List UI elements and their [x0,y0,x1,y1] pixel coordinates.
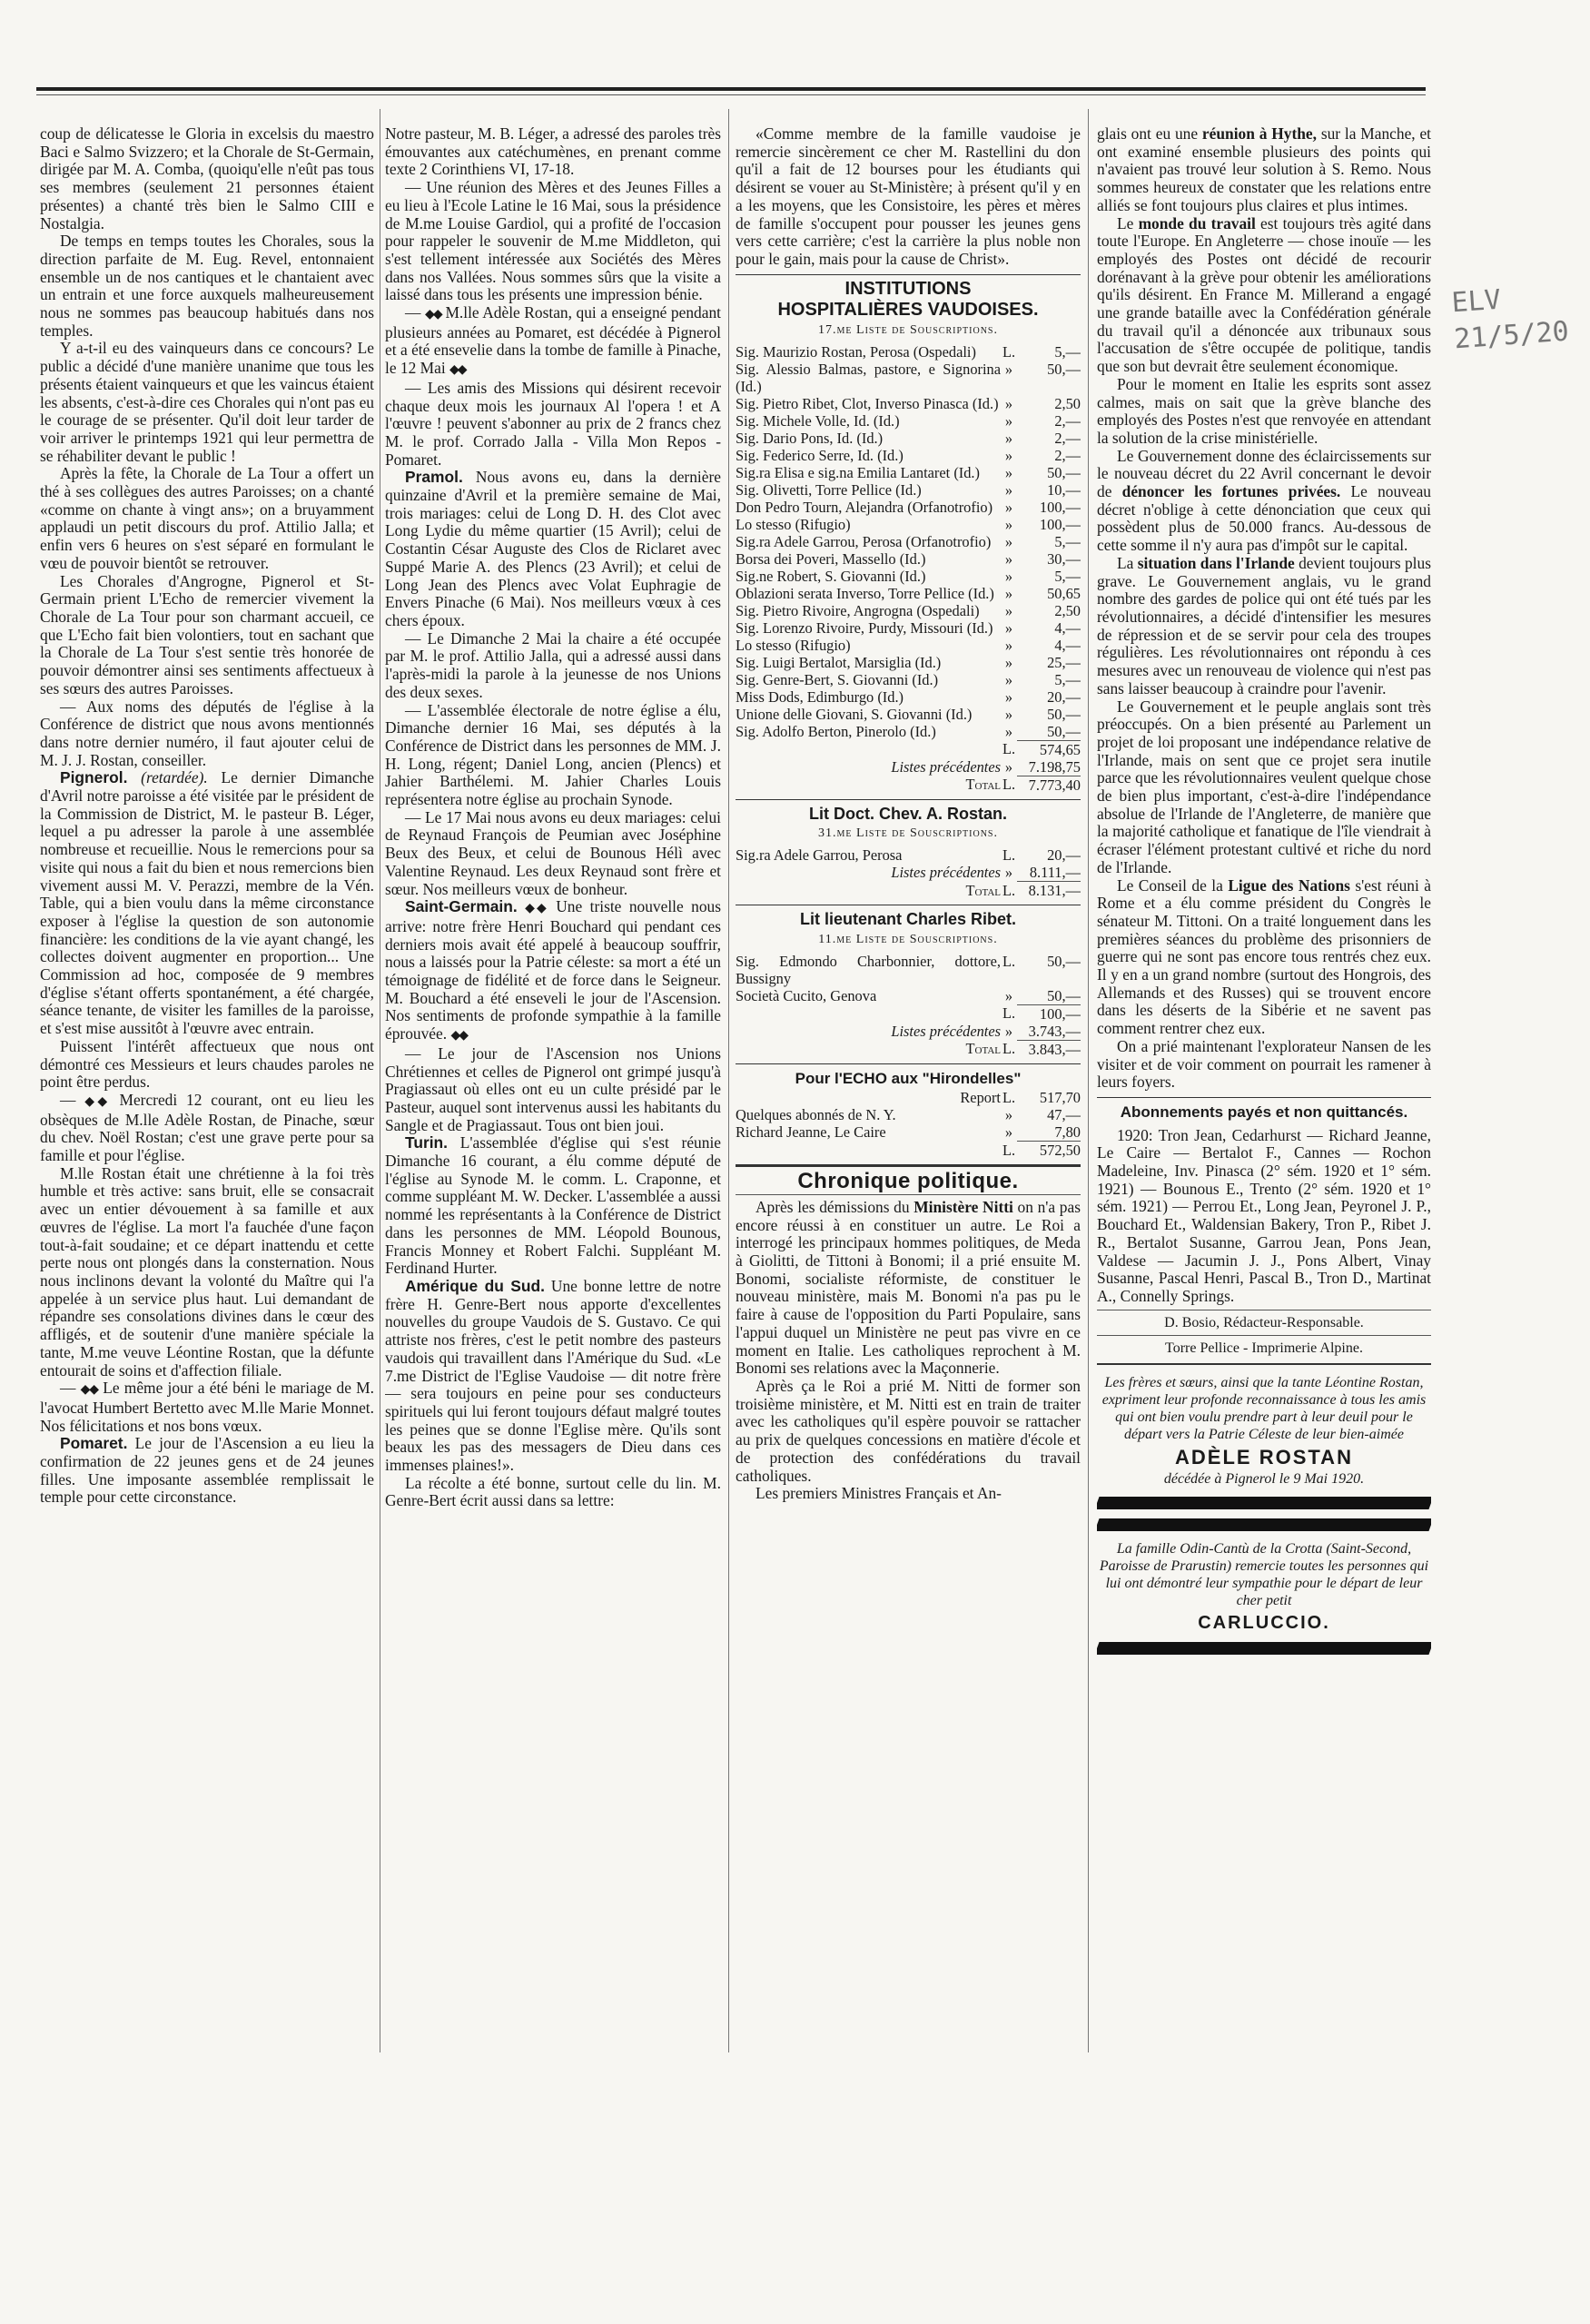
donor-name: Sig.ra Adele Garrou, Perosa [736,846,903,865]
donor-name: Sig. Pietro Rivoire, Angrogna (Ospedali) [736,601,980,619]
amount: 50,65 [1047,584,1081,602]
donor-name: Società Cucito, Genova [736,986,877,1004]
previous-lists-value: 3.743,— [1028,1022,1081,1040]
paragraph: — Le Dimanche 2 Mai la chaire a été occupée par M. le prof. Attilio Jalla, qui a adressé aussi dans l'après-midi la parole à la jeunesse de nos Unions des deux sexes. [385,628,721,701]
subscription-row [736,395,1081,412]
amount: 7,80 [1054,1123,1081,1142]
paragraph: Le Gouvernement donne des éclaircissements sur le nouveau décret du 22 Avril concernant le devoir de dénoncer les fortunes privées. Le nouveau décret n'oblige à cette dénonciation que ceux qui possèdent plus de 50.000 francs. Au-dessous de cette somme il n'y aura pas d'impôt sur le capital. [1097,446,1431,555]
paragraph: Les Chorales d'Angrogne, Pignerol et St-Germain prient L'Echo de remercier vivement la Chorale de La Tour pour son charmant accueil, ce que L'Echo fait bien volontiers, tout en sachant que la Chorale de La Tour s'est sentie très honorée de pouvoir démontrer ainsi ses sentiments affectueux à ses sœurs des autres Paroisses. [40,571,374,697]
amount: 4,— [1054,618,1081,637]
paragraph: Le Gouvernement et le peuple anglais sont très préoccupés. On a bien présenté au Parlement un projet de loi proposant une indépendance relative de l'Irlande, mais on sent que ce projet sera inutile parce que les révolutionnaires veulent quelque chose de bien plus important, c'est-à-dire l'indépendance absolue de l'Irlande de l'Angleterre, de manière que la majorité catholique et fanatique de l'île viendrait à écraser l'élément protestant cultivé et riche du nord de l'Irlande. [1097,697,1431,876]
section-heading-abonnements: Abonnements payés et non quittancés. [1120,1103,1408,1121]
thanks-notice: La famille Odin-Cantù de la Crotta (Saint-Second, Paroisse de Prarustin) remercie toutes les personnes qui lui ont démontré leur sympathie pour le départ de leur cher petit [1099,1540,1429,1608]
currency-mark: » [1004,705,1013,723]
bold-phrase: dénoncer les fortunes privées. [1121,482,1341,501]
paragraph: Après ça le Roi a prié M. Nitti de former son troisième ministère, et M. Nitti est en train de traiter avec les catholiques qu'il espère pouvoir se rattacher au prix de quelques concessions en matière d'école et de protection des confédérations du travail catholiques. [736,1376,1081,1485]
paragraph: Y a-t-il eu des vainqueurs dans ce concours? Le public a décidé d'une manière unanime que tous les présents étaient vainqueurs et que les vaincus étaient les absents, c'est-à-dire ces Chorales qui n'ont pas eu le courage de se présenter. Qu'il doit leur tarder de voir arriver le printemps 1921 qui leur permettra de se réhabiliter devant le public ! [40,339,374,465]
amount: 517,70 [1039,1089,1081,1107]
subscription-row [736,361,1081,395]
amount: 2,— [1054,429,1081,447]
amount: 5,— [1054,670,1081,688]
amount: 2,50 [1054,601,1081,619]
paragraph: La récolte a été bonne, surtout celle du lin. M. Genre-Bert écrit aussi dans sa lettre: [385,1473,721,1510]
section-heading-turin: Turin. [405,1133,449,1152]
currency-mark: L. [1002,952,1016,970]
currency-mark: » [1004,653,1013,671]
bold-phrase: Ligue des Nations [1228,875,1350,895]
donor-name: Unione delle Giovani, S. Giovanni (Id.) [736,705,973,723]
handwritten-marginal-note: ELV 21/5/20 [1450,283,1570,356]
paragraph: Notre pasteur, M. B. Léger, a adressé des paroles très émouvantes aux catéchumènes, en prenant comme texte 2 Corinthiens VI, 17-18. [385,125,721,179]
donor-name [736,1089,947,1106]
paragraph: — Les amis des Missions qui désirent recevoir chaque deux mois les journaux Al l'opera ! et A l'œuvre ! peuvent s'abonner au prix de 2 francs chez M. le prof. Corrado Jalla - Villa Mon Repos - Pomaret. [385,378,721,469]
double-diamond-icon: ◆◆ [525,902,548,916]
total-value: 572,50 [1017,1142,1081,1160]
printer-line: Torre Pellice - Imprimerie Alpine. [1165,1340,1363,1357]
bold-phrase: situation dans l'Irlande [1137,553,1295,572]
paragraph [385,1278,721,1475]
section-rule [1097,1335,1431,1336]
currency-mark: » [1004,549,1013,568]
previous-lists-label: Listes précédentes [891,864,1001,882]
row-label [947,1123,1001,1142]
section-rule [1097,1097,1431,1098]
paragraph: Après les démissions du Ministère Nitti on n'a pas encore réussi à en constituer un autre. Le Roi a interrogé les principaux hommes politiques, de Meda à Giolitti, de Tittoni à Bonomi; il a prié ensuite M. Bonomi, socialiste réformiste, de constituer le nouveau ministère, mais M. Bonomi n'a pas pu le faire à cause de l'opposition du Parti Populaire, sans l'appui duquel un Ministère ne peut pas vivre en ce moment en Italie. Les catholiques reprochent à M. Bonomi ses relations avec la Maçonnerie. [736,1197,1081,1378]
previous-lists-value: 7.198,75 [1028,757,1081,776]
section-heading-pramol: Pramol. [405,468,463,487]
currency-mark: » [1004,429,1013,447]
bold-phrase: monde du travail [1138,213,1256,232]
section-heading-pignerol: Pignerol. [60,768,128,787]
subscription-table: Sig.ra Adele Garrou, Perosa L. 20,— Listes précédentes » 8.111,— Total L. 8.131,— [736,846,1081,900]
subscription-row [736,550,1081,568]
currency-mark: L. [1002,846,1016,865]
total-value: 8.131,— [1017,882,1081,900]
subscription-row [736,671,1081,688]
currency-mark: » [1004,515,1013,533]
subscription-table: Sig. Maurizio Rostan, Perosa (Ospedali) L. 5,— Sig. Alessio Balmas, pastore, e Signorina (Id.) » 50,— Sig. Pietro Ribet, Clot, Inverso Pinasca (Id.) » 2,50 Sig. Michele Volle, Id. (Id.) » 2,— Sig. Dario Pons, Id. (Id.) » 2,— Sig. Federico Serre, Id. (Id.) » 2,— Sig.ra Elisa e sig.na Emilia Lantaret (Id.) » 50,— Sig. Olivetti, Torre Pellice (Id.) » 10,— Don Pedro Tourn, Alejandra (Orfanotrofio) » 100,— Lo stesso (Rifugio) » 100,— Sig.ra Adele Garrou, Perosa (Orfanotrofio) » 5,— Borsa dei Poveri, Massello (Id.) » 30,— Sig.ne Robert, S. Giovanni (Id.) » 5,— Oblazioni serata Inverso, Torre Pellice (Id.) » 50,65 Sig. Pietro Rivoire, Angrogna (Ospedali) » 2,50 Sig. Lorenzo Rivoire, Purdy, Missouri (Id.) » 4,— Lo stesso (Rifugio) » 4,— Sig. Luigi Bertalot, Marsiglia (Id.) » 25,— Sig. Genre-Bert, S. Giovanni (Id.) » 5,— Miss Dods, Edimburgo (Id.) » 20,— Unione delle Giovani, S. Giovanni (Id.) » 50,— Sig. Adolfo Berton, Pinerolo (Id.) » 50,— L. 574,65 Listes précédentes » 7.198,75 Total L. 7.773,40 [736,342,1081,794]
subscription-row [736,516,1081,533]
total-value: 3.843,— [1017,1040,1081,1058]
column-divider [1088,109,1089,2052]
double-diamond-icon: ◆◆ [424,308,441,322]
donor-name: Sig.ra Elisa e sig.na Emilia Lantaret (Id.) [736,463,980,481]
subscription-row [736,447,1081,464]
row-label: Report [960,1089,1001,1107]
subscription-row [736,619,1081,637]
currency-mark: » [1004,636,1013,654]
paragraph-text: Nous avons eu, dans la dernière quinzaine d'Avril et la première semaine de Mai, trois mariages: celui de Long D. H. des Clot avec Long Lydie du même quartier (15 Avril); celui de Costantin César Auguste des Clos de Riclaret avec Suppé Marie A. des Plencs (23 Avril); et celui de Long Jean des Plencs avec Volat Euphragie de Envers Pinache (6 Mai). Nos meilleurs vœux à ces chers époux. [385,468,721,629]
currency-mark: » [1004,446,1013,464]
currency-mark: » [1004,360,1013,378]
amount: 100,— [1039,498,1081,516]
subscription-row [736,1123,1081,1142]
paragraph: — ◆◆ Mercredi 12 courant, ont eu lieu les obsèques de M.lle Adèle Rostan, de Pinache, sœur du chev. Noël Rostan; c'est une grave perte pour sa famille et pour l'église. [40,1090,374,1165]
amount: 5,— [1054,532,1081,550]
total-label: Total [965,881,1001,899]
donor-name: Lo stesso (Rifugio) [736,636,851,654]
amount: 47,— [1047,1106,1081,1124]
total-value: 7.773,40 [1017,776,1081,794]
section-rule [736,274,1081,275]
paragraph-text: Le dernier Dimanche d'Avril notre paroisse a été visitée par le président de la Commission de District, M. le pasteur B. Léger, lequel a pu adresser la parole à une assemblée nombreuse et recueillie. Nous le remercions pour sa visite qui nous a fait du bien et nous remercions bien vivement aussi M. V. Perazzi, membre de la Vén. Table, qui a bien voulu dans la même circonstance exposer à l'église la question de son autonomie financière: les conditions de la vie ayant changé, les collectes doivent augmenter en proportion... Une Commission ad hoc, composée de 9 membres d'église s'étant offerts spontanément, a été chargée, séance tenante, de visiter les familles de la paroisse, et s'est mise aussitôt à l'œuvre avec entrain. [40,768,374,1038]
donor-name: Sig. Federico Serre, Id. (Id.) [736,446,904,464]
decorative-bar [1097,1497,1431,1509]
donor-name: Sig. Adolfo Berton, Pinerolo (Id.) [736,722,936,740]
paragraph-text: Une triste nouvelle nous arrive: notre frère Henri Bouchard qui pendant ces derniers mois avait été appelé à beaucoup souffrir, nous a laissés pour la Patrie céleste: sa mort a été un témoignage de fidélité et de force dans le Seigneur. M. Bouchard a été enseveli le jour de l'Ascension. Nos sentiments de profonde sympathie à la famille éprouvée. [385,897,721,1043]
subscription-row [736,846,1081,864]
donor-name: Sig. Dario Pons, Id. (Id.) [736,429,884,447]
subscription-row [736,953,1081,987]
previous-lists-value: 8.111,— [1029,864,1081,882]
obituary-date: décédée à Pignerol le 9 Mai 1920. [1163,1470,1365,1487]
paragraph: Après la fête, la Chorale de La Tour a offert un thé à ses collègues des autres Paroisses; on a chanté «comme on chante à vingt ans»; on a bruyamment applaudi un petit discours du prof. Attilio Jalla; et enfin vers 6 heures on s'est séparé en formulant le vœu de pouvoir bientôt se retrouver. [40,464,374,572]
donor-name: Sig. Maurizio Rostan, Perosa (Ospedali) [736,342,976,361]
paragraph: glais ont eu une réunion à Hythe, sur la Manche, et ont examiné ensemble plusieurs des points qui n'avaient pas trouvé leur solution à S. Remo. Nous sommes heureux de constater que les relations entre alliés se font toujours plus claires et plus intimes. [1097,125,1431,214]
total-label: Total [965,776,1001,794]
currency-mark: » [1004,584,1013,602]
bold-phrase: Ministère Nitti [914,1197,1013,1216]
currency-mark: » [1004,618,1013,637]
donor-name: Borsa dei Poveri, Massello (Id.) [736,549,926,568]
amount: 2,— [1054,411,1081,430]
currency-mark: » [1004,687,1013,706]
currency-mark: » [1004,986,1013,1004]
double-diamond-icon: ◆◆ [450,1029,467,1043]
section-heading-chronique-politique: Chronique politique. [797,1169,1019,1194]
amount: 5,— [1054,342,1081,361]
paragraph: La situation dans l'Irlande devient toujours plus grave. Le Gouvernement anglais, vu le grand nombre des gardes de police qui ont été tués par les révolutionnaires, a décidé d'intensifier les mesures de répression et de se servir pour cela des troupes régulières. Les révolutionnaires ont répondu à ces mesures avec un renouveau de violence qui n'est pas sans laisser beaucoup à craindre pour l'avenir. [1097,553,1431,697]
currency-mark: » [1004,1123,1013,1142]
currency-mark: » [1004,1106,1013,1124]
section-heading-hospitalieres: HOSPITALIÈRES VAUDOISES. [777,300,1039,321]
currency-mark: » [1004,463,1013,481]
section-heading-echo-hirondelles: Pour l'ECHO aux "Hirondelles" [795,1069,1022,1087]
subscription-table: Sig. Edmondo Charbonnier, dottore, Bussigny L. 50,— Società Cucito, Genova » 50,— L. 100,— Listes précédentes » 3.743,— Total L. 3.843,— [736,952,1081,1058]
section-heading-lit-rostan: Lit Doct. Chev. A. Rostan. [808,804,1007,823]
amount: 50,— [1047,360,1081,378]
amount: 20,— [1047,687,1081,706]
amount: 30,— [1047,549,1081,568]
editor-line: D. Bosio, Rédacteur-Responsable. [1164,1314,1364,1330]
section-heading-lit-ribet: Lit lieutenant Charles Ribet. [799,910,1017,929]
paragraph-text: M.lle Adèle Rostan, qui a enseigné pendant plusieurs années au Pomaret, est décédée à Pignerol et a été ensevelie dans la tombe de famille à Pinache, le 12 Mai [385,303,721,378]
subscription-row [736,533,1081,550]
amount: 50,— [1047,463,1081,481]
subtotal-value: 574,65 [1017,740,1081,758]
donor-name: Sig. Michele Volle, Id. (Id.) [736,411,900,430]
donor-name: Sig.ra Adele Garrou, Perosa (Orfanotrofio) [736,532,992,550]
currency-mark: » [1004,670,1013,688]
donor-name: Sig. Lorenzo Rivoire, Purdy, Missouri (Id.) [736,618,993,637]
currency-mark: » [1004,498,1013,516]
obituary-notice: Les frères et sœurs, ainsi que la tante Léontine Rostan, expriment leur profonde reconnaissance à tous les amis qui ont bien voulu prendre part à leur deuil pour le départ vers la Patrie Céleste de leur bien-aimée [1101,1375,1427,1443]
amount: 50,— [1047,952,1081,970]
subscription-row [736,602,1081,619]
subscription-row [736,987,1081,1005]
column-1 [40,125,374,2032]
donor-name: Quelques abonnés de N. Y. [736,1106,896,1124]
paragraph: Puissent l'intérêt affectueux que nous ont démontré ces Messieurs et leurs chaudes paroles ne point être perdus. [40,1036,374,1092]
currency-mark: L. [1002,342,1016,361]
subscription-row [736,481,1081,499]
column-2 [385,125,721,2042]
section-heading-saint-germain: Saint-Germain. [405,897,518,916]
previous-lists-label: Listes précédentes [891,757,1001,776]
list-subtitle: 11.me Liste de Souscriptions. [818,932,998,946]
donor-name: Richard Jeanne, Le Caire [736,1123,886,1142]
column-3 [736,125,1081,2069]
thanks-name: CARLUCCIO. [1198,1612,1330,1633]
decorative-bar [1097,1518,1431,1531]
amount: 50,— [1047,705,1081,723]
paragraph: — ◆◆ M.lle Adèle Rostan, qui a enseigné pendant plusieurs années au Pomaret, est décédée à Pignerol et a été ensevelie dans la tombe de famille à Pinache, le 12 Mai ◆◆ [385,303,721,378]
paragraph-text: L'assemblée d'église qui s'est réunie Dimanche 16 courant, a élu comme député de l'église au Synode M. le comm. L. Craponne, et comme suppléant M. W. Decker. L'assemblée a aussi nommé les représentants à la Conférence de District dans les personnes de MM. Léopold Bounous, Francis Monney et Robert Falchi. Suppléant M. Ferdinand Hurter. [385,1133,721,1278]
amount: 10,— [1047,480,1081,499]
subscription-row [736,585,1081,602]
section-rule [736,1063,1081,1064]
paragraph: — L'assemblée électorale de notre église a élu, Dimanche dernier 16 Mai, ses députés à la Conférence de District dans les personnes de MM. J. H. Long, régent; Daniel Long, ancien (Plencs) et Jahier Barthélemi. M. Jahier Charles Louis représentera notre église au prochain Synode. [385,700,721,809]
section-heading-pomaret: Pomaret. [60,1434,128,1453]
paragraph [40,769,374,1038]
top-rule [36,87,1426,91]
amount: 100,— [1039,515,1081,533]
amount: 2,50 [1054,394,1081,412]
donor-name: Lo stesso (Rifugio) [736,515,851,533]
double-diamond-icon: ◆◆ [80,1383,98,1398]
currency-mark: » [1004,532,1013,550]
subscription-row [736,343,1081,361]
previous-lists-label: Listes précédentes [891,1022,1001,1040]
section-rule [736,1164,1081,1167]
currency-mark: » [1004,567,1013,585]
paragraph [40,1435,374,1507]
currency-mark: » [1004,601,1013,619]
subscription-row [736,430,1081,447]
paragraph: coup de délicatesse le Gloria in excelsis du maestro Baci e Salmo Svizzero; et la Chorale de St-Germain, dirigée par M. A. Comba, (quoiqu'elle n'eût pas tous ses membres (seulement 21 personnes étaient présentes) a chanté très bien le Salmo CIII e Nostalgia. [40,125,374,232]
decorative-bar [1097,1642,1431,1655]
currency-mark: » [1004,480,1013,499]
section-rule [736,799,1081,800]
donor-name: Sig. Luigi Bertalot, Marsiglia (Id.) [736,653,942,671]
paragraph [385,1134,721,1278]
donor-name: Sig. Pietro Ribet, Clot, Inverso Pinasca (Id.) [736,394,999,412]
subscription-row [736,1089,1081,1106]
paragraph: De temps en temps toutes les Chorales, sous la direction parfaite de M. Eug. Revel, entonnaient ensemble un de nos cantiques et le chantaient avec un entrain et une force auxquels malheureusement nous ne sommes pas beaucoup habitués dans nos temples. [40,232,374,340]
subscription-row [736,464,1081,481]
obituary-name: ADÈLE ROSTAN [1175,1446,1353,1469]
amount: 50,— [1047,722,1081,740]
subscription-row [736,688,1081,706]
paragraph: Le monde du travail est toujours très agité dans toute l'Europe. En Angleterre — chose inouïe — les employés des Postes ont décidé de recourir dorénavant à la grève pour obtenir les améliorations qu'ils désirent. En France M. Millerand a engagé une grande bataille avec la Confédération générale du travail qu'il a dénoncée aux tribunaux sous l'accusation de s'être occupée de politique, tandis que son but devrait être seulement économique. [1097,213,1431,376]
donor-name: Sig. Olivetti, Torre Pellice (Id.) [736,480,922,499]
amount: 2,— [1054,446,1081,464]
donor-name: Don Pedro Tourn, Alejandra (Orfanotrofio) [736,498,993,516]
paragraph-text: Le jour de l'Ascension a eu lieu la confirmation de 22 jeunes gens et de 24 jeunes filles. Une imposante assemblée remplissait le temple pour cette circonstance. [40,1434,374,1507]
subscription-row [736,723,1081,741]
subscription-row [736,412,1081,430]
section-heading-institutions: INSTITUTIONS [844,278,972,299]
paragraph-text: Mercredi 12 courant, ont eu lieu les obsèques de M.lle Adèle Rostan, de Pinache, sœur du chev. Noël Rostan; c'est une grave perte pour sa famille et pour l'église. [40,1090,374,1165]
subscription-row [736,1106,1081,1123]
double-diamond-icon: ◆◆ [84,1094,111,1109]
paragraph: Le Conseil de la Ligue des Nations s'est réuni à Rome et a élu comme président du Congrès le sénateur M. Tittoni. On a traité longuement dans les premières séances du problème des prisonniers de guerre qui ne sont pas encore tous rentrés chez eux. Il y en a un grand nombre (surtout des Hongrois, des Allemands et des Russes) qui se trouvent encore dans les déserts de la Sibérie et ne savent pas comment rentrer chez eux. [1097,875,1431,1038]
donor-name: Sig. Genre-Bert, S. Giovanni (Id.) [736,670,939,688]
paragraph: 1920: Tron Jean, Cedarhurst — Richard Jeanne, Le Caire — Bertalot F., Cannes — Rochon Madeleine, Inv. Pinasca (2° sém. 1920 et 1° sém. 1921) — Bounous E., Trento (2° sém. 1920 et 1° sém. 1921) — Perrou Et., Long Jean, Peyronel J. P., Bouchard Et., Waldensian Bakery, Tron P., Ribet J. R., Bertalot Susanne, Garrou Jean, Pons Jean, Valdese — Jacumin J. J., Pons Albert, Vinay Susanne, Pascal Henri, Pascal B., Tron D., Martinat A., Connelly Springs. [1097,1125,1431,1305]
paragraph: Les premiers Ministres Français et An- [755,1484,1002,1503]
amount: 4,— [1054,636,1081,654]
top-rule-thin [36,94,1426,95]
amount: 50,— [1047,986,1081,1004]
bold-phrase: réunion à Hythe, [1201,125,1317,143]
paragraph: — ◆◆ Le même jour a été béni le mariage de M. l'avocat Humbert Bertetto avec M.lle Marie Monnet. Nos félicitations et nos bons vœux. [40,1379,374,1435]
subscription-row [736,654,1081,671]
list-subtitle: 17.me Liste de Souscriptions. [818,323,998,338]
donor-name: Sig.ne Robert, S. Giovanni (Id.) [736,567,926,585]
section-heading-amerique-du-sud: Amérique du Sud. [405,1277,545,1295]
subscription-row [736,499,1081,516]
paragraph [385,898,721,1045]
donor-name: Sig. Edmondo Charbonnier, dottore, Bussigny [736,952,1001,987]
paragraph: «Comme membre de la famille vaudoise je remercie sincèrement ce cher M. Rastellini du don qu'il a fait de 12 bourses pour les étudiants qui désirent se vouer au St-Ministère; à présent qu'il y en a les moyens, que les Consistoire, les pères et mères de famille s'occupent pour pousser les jeunes gens vers cette carrière; c'est la carrière la plus noble non pour le gain, mais pour la cause de Christ». [736,125,1081,268]
donor-name: Sig. Alessio Balmas, pastore, e Signorina (Id.) [736,360,1001,395]
paragraph: — Le 17 Mai nous avons eu deux mariages: celui de Reynaud François de Peumian avec Joséphine Beux des Beux, et celui de Bounous Hélì avec Valentine Reynaud. Les deux Reynaud sont frère et sœur. Nos meilleurs vœux de bonheur. [385,807,721,898]
section-rule [736,1194,1081,1195]
paragraph: — Le jour de l'Ascension nos Unions Chrétiennes et celles de Pignerol ont grimpé jusqu'à Pragiassaut où elles ont eu un culte présidé par le Pasteur, auquel sont intervenus aussi les habitants du Sangle et de Pragiassaut. Tous ont bien joui. [385,1043,721,1134]
currency-mark: L. [1002,1089,1016,1107]
subscription-table: Report L. 517,70 Quelques abonnés de N. Y. » 47,— Richard Jeanne, Le Caire » 7,80 L. 572,50 [736,1089,1081,1160]
paragraph: On a prié maintenant l'explorateur Nansen de les visiter et de voir comment on pourrait les ramener à leurs foyers. [1097,1036,1431,1092]
paragraph-text: Le même jour a été béni le mariage de M. l'avocat Humbert Bertetto avec M.lle Marie Monnet. Nos félicitations et nos bons vœux. [40,1379,374,1435]
subscription-row [736,637,1081,654]
paragraph: M.lle Rostan était une chrétienne à la foi très humble et très active: sans bruit, elle se consacrait avec un entier dévouement à sa famille et aux œuvres de l'église. La mort l'a fauchée d'une façon tout-à-fait soudaine; et ce départ inattendu et cette perte nous ont plongés dans la consternation. Nous nous inclinons devant la volonté du Maître qui l'a appelée à un service plus haut. Lui demandant de répandre ses consolations divines dans le cœur des affligés, et de soutenir d'une manière spéciale la tante, M.me veuve Léontine Rostan, que la défunte entourait de soins et d'affection filiale. [40,1163,374,1380]
total-label: Total [965,1040,1001,1058]
paragraph: Pour le moment en Italie les esprits sont assez calmes, mais on sait que la grève blanche des employés des Postes n'est que renvoyée en attendant la solution de la crise ministérielle. [1097,374,1431,447]
paragraph: — Une réunion des Mères et des Jeunes Filles a eu lieu à l'Ecole Latine le 16 Mai, sous la présidence de M.me Louise Gardiol, qui a profité de l'occasion pour rappeler le souvenir de M.me Middleton, qui s'est tellement intéressée aux Sociétés des Mères dans nos Vallées. Nous sommes sûrs que la visite a laissé dans tous les présents une impression bénie. [385,178,721,304]
amount: 25,— [1047,653,1081,671]
double-diamond-icon: ◆◆ [449,363,466,378]
amount: 5,— [1054,567,1081,585]
subtotal-value: 100,— [1017,1004,1081,1023]
subscription-row [736,568,1081,585]
section-rule [1097,1363,1431,1365]
currency-mark: » [1004,394,1013,412]
donor-name: Miss Dods, Edimburgo (Id.) [736,687,904,706]
amount: 20,— [1047,846,1081,865]
currency-mark: » [1004,411,1013,430]
column-divider [728,109,729,2052]
row-label [947,1106,1001,1123]
paragraph [385,469,721,629]
paragraph: — Aux noms des députés de l'église à la Conférence de district que nous avons mentionnés dans notre dernier numéro, il faut ajouter celui de M. J. J. Rostan, conseiller. [40,697,374,769]
donor-name: Oblazioni serata Inverso, Torre Pellice (Id.) [736,584,994,602]
column-4 [1097,125,1431,1878]
section-tag: (retardée). [141,768,208,787]
list-subtitle: 31.me Liste de Souscriptions. [818,826,998,841]
currency-mark: » [1004,722,1013,740]
paragraph-text: Une bonne lettre de notre frère H. Genre-Bert nous apporte d'excellentes nouvelles du groupe Vaudois de S. Gustavo. Ce qui attriste nos frères, c'est le petit nombre des pasteurs vaudois qui travaillent dans l'Amérique du Sud. «Le 7.me District de l'Eglise Vaudoise — dit notre frère — sera toujours en peine pour ses conducteurs spirituels qui lui feront toujours défaut malgré toutes les peines que se donne l'Eglise mère. Qu'ils sont beaux les pas des messagers de Dieu dans ces immenses plaines!». [385,1277,721,1475]
subscription-row [736,706,1081,723]
